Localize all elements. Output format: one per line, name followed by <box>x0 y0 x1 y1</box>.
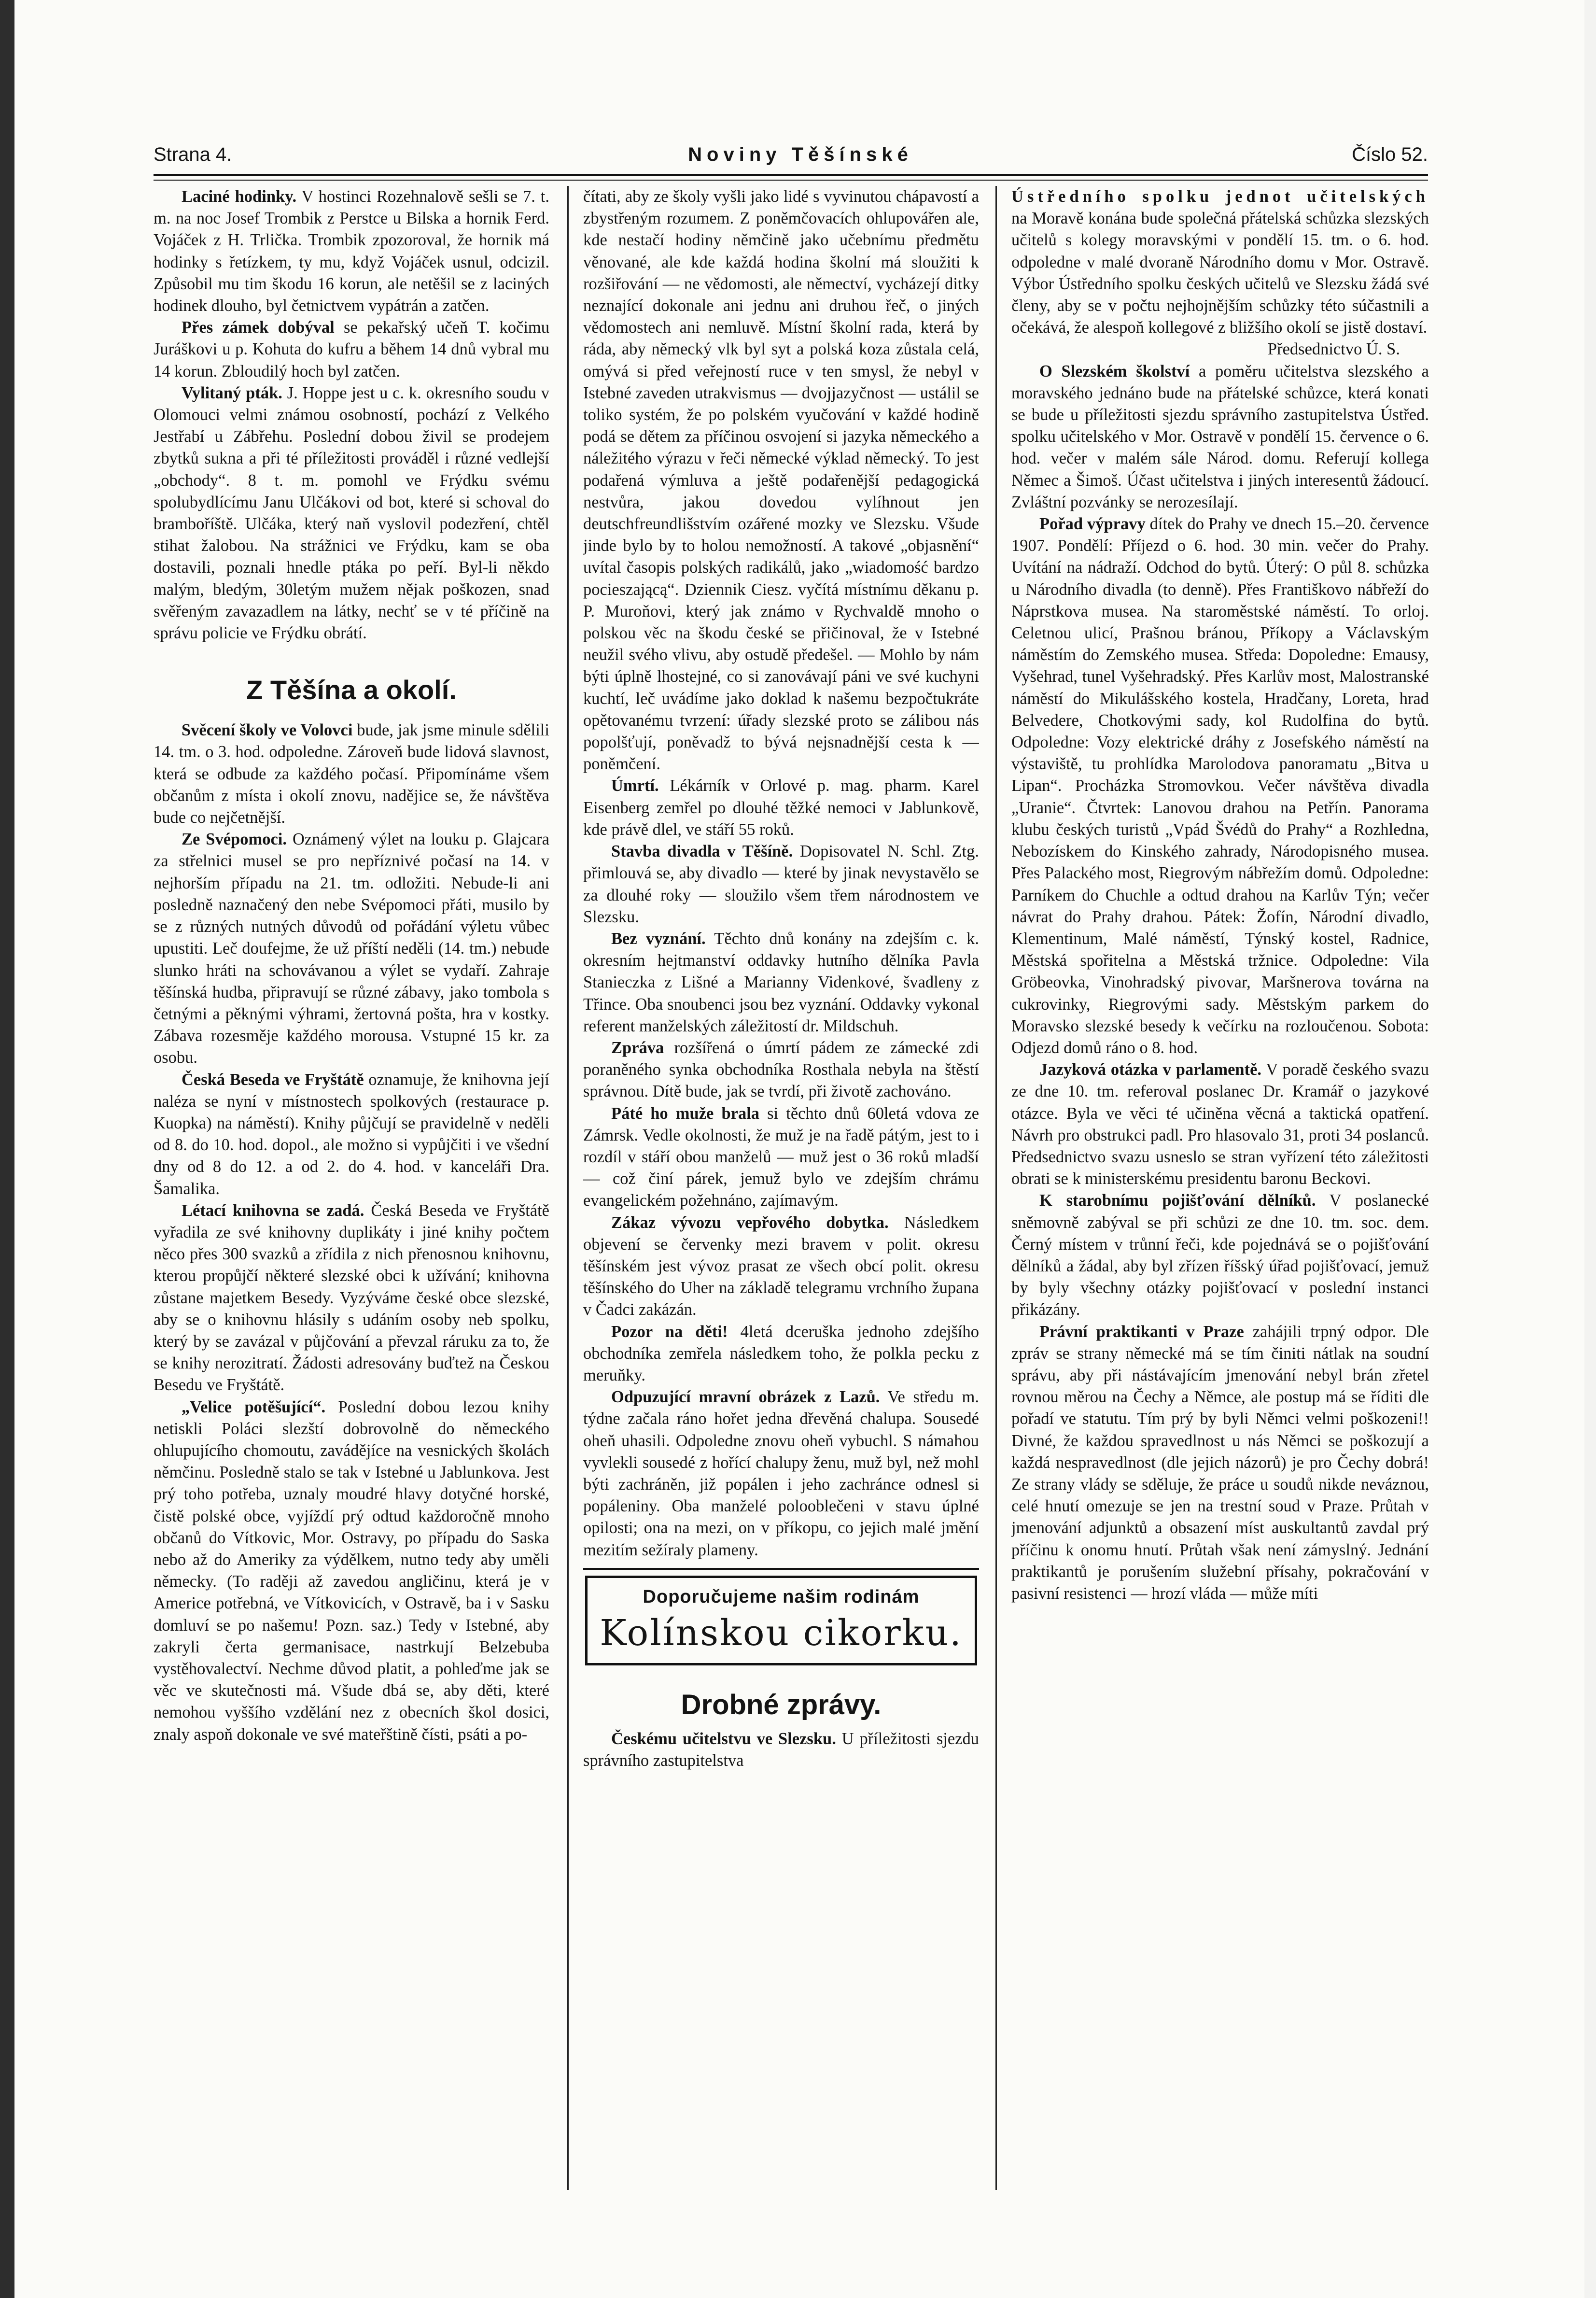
article-text: bude, jak jsme minule sdělili 14. tm. o 3. hod. odpoledne. Zároveň bude lidová slavnost, která se odbude za každého počasí. Připomínáme všem občanům z místa i okolí znovu, nadějice se, že návštěva bude co nejčetnější. <box>154 721 549 827</box>
article-letaci-knihovna <box>154 1200 549 1396</box>
article-text: a poměru učitelstva slezského a moravského jednáno bude na přátelské schůzce, která konati se bude u příležitosti sjezdu správního zastupitelstva Ústřed. spolku učitelského v Mor. Ostravě v pondělí 15. července o 6. hod. večer v malém sále Národ. domu. Referují kollega Němec a Šimoš. Účast učitelstva i jiných interesentů žádoucí. Zvláštní pozvánky se nerozesílají. <box>1011 362 1429 511</box>
article-heading: Páté ho muže brala <box>611 1104 760 1123</box>
issue-number: Číslo 52. <box>1352 144 1428 165</box>
section-heading-drobne: Drobné zprávy. <box>681 1689 882 1720</box>
article-text: zahájili trpný odpor. Dle zpráv se strany německé má se tím činiti nátlak na soudní správu, aby při nástávajícím jmenování nebyl brán zřetel rovnou měrou na Čechy a Němce, ale postup má se říditi dle pořadí ve statutu. Tím prý by byli Němci velmi poškozeni!! Divné, že každou spravedlnost u nás Němci se poškozují a každá nespravedlnost (dle jejich názorů) je pro Čechy dobrá! Ze strany vlády se sděluje, že práce u soudů nikde neváznou, celé hnutí omezuje se jen na trestní soud v Praze. Průtah v jmenování adjunktů a obsazení míst auskultantů zavdal prý příčinu k onomu hnutí. Průtah však není zámyslný. Jednání praktikantů je porušením služební přísahy, pokračování v pasivní resistenci — hrozí vláda — může míti <box>1011 1322 1429 1603</box>
article-lacine-hodinky <box>154 186 549 317</box>
article-text: oznamuje, že knihovna její naléza se nyní v místnostech spolkových (restaurace p. Kuopka) na náměstí). Knihy půjčují se pravidelně v neděli od 8. do 10. hod. dopol., ale možno si vypůjčiti i ve všední dny od 8 do 12. a od 2. do 4. hod. v kanceláři Dra. Šamalika. <box>154 1070 549 1198</box>
article-heading: Létací knihovna se zadá. <box>182 1201 364 1220</box>
ad-separator <box>583 1568 979 1570</box>
newspaper-title: Noviny Těšínské <box>688 144 913 165</box>
article-text: Česká Beseda ve Fryštátě vyřadila ze své knihovny duplikáty i jiné knihy počtem něco přes 300 svazků a zřídila z nich přenosnou knihovnu, kterou propůjčí některé slezské obci k užívání; knihovna zůstane majetkem Besedy. Vyzýváme české obce slezské, aby se o knihovnu hlásily s udáním osoby neb spolku, který by se zavázal v půjčování a převzal ráruku za to, že se knihy nerozitratí. Žádosti adresovány buďtež na Českou Besedu ve Fryštátě. <box>154 1201 549 1395</box>
article-umrti <box>583 775 979 841</box>
article-text: V hostinci Rozehnalově sešli se 7. t. m. na noc Josef Trombik z Perstce u Bilska a hornik Ferd. Vojáček z H. Trlička. Trombik zpozoroval, že hornik má hodinky s řetízkem, ty mu, když Vojáček usnul, odcizil. Způsobil mu tim škodu 16 korun, ale netěšil se z laciných hodinek dlouho, byl četnictvem vypátrán a zatčen. <box>154 187 549 315</box>
article-sveceni-skoly <box>154 719 549 829</box>
ad-product: Kolínskou cikorku. <box>600 1612 963 1654</box>
article-heading: O Slezském školství <box>1039 362 1190 381</box>
article-continuation <box>583 186 979 775</box>
article-heading: Odpuzující mravní obrázek z Lazů. <box>611 1388 880 1407</box>
article-heading: Česká Beseda ve Fryštátě <box>182 1070 364 1089</box>
article-vylitany-ptak <box>154 382 549 644</box>
article-ceskemu-ucitelstvu <box>583 1728 979 1772</box>
article-heading: Zpráva <box>611 1038 664 1057</box>
article-heading: Právní praktikanti v Praze <box>1039 1322 1244 1341</box>
article-bez-vyznani <box>583 928 979 1037</box>
article-text: si těchto dnů 60letá vdova ze Zámrsk. Vedle okolnosti, že muž je na řadě pátým, jest to i rozdíl v stáří obou manželů — muž jest o 36 roků mladší — což činí párek, jemuž bylo ve zdejším chrámu evangelickém požehnáno, zajímavým. <box>583 1104 979 1210</box>
article-spaced-text: Ústředního spolku jednot učitelských <box>1011 187 1429 206</box>
article-ze-svepomoci <box>154 829 549 1069</box>
article-heading: Vylitaný pták. <box>182 383 282 402</box>
article-heading: Pořad výpravy <box>1039 515 1146 534</box>
article-porad-vypravy <box>1011 513 1429 1059</box>
article-pres-zamek <box>154 317 549 382</box>
article-heading: Pozor na děti! <box>611 1322 728 1341</box>
article-zakaz-vyvozu <box>583 1212 979 1321</box>
header-rule <box>154 174 1428 176</box>
section-heading: Z Těšína a okolí. <box>246 675 457 705</box>
article-text: na Moravě konána bude společná přátelská schůzka slezských učitelů s kolegy moravskými v pondělí 15. tm. o 6. hod. odpoledne v malé dvoraně Národního domu v Mor. Ostravě. Výbor Ústředního spolku českých učitelů ve Slezsku žádá své členy, aby se v počtu nejhojnějším schůzky této súčastnili a očekává, že alespoň kollegové z bližšího okolí se jistě dostaví. <box>1011 209 1429 337</box>
article-starobni-pojistovani <box>1011 1190 1429 1321</box>
article-pateho-muze <box>583 1103 979 1212</box>
header-rule-thin <box>154 180 1428 181</box>
scan-edge-left <box>0 0 14 2298</box>
article-heading: Svěcení školy ve Volovci <box>182 721 353 740</box>
article-ceska-beseda <box>154 1069 549 1200</box>
page-number: Strana 4. <box>154 144 232 165</box>
article-text: Těchto dnů konány na zdejším c. k. okresním hejtmanství oddavky hutního dělníka Pavla Stanieczka z Lišné a Marianny Videnkové, švadleny z Třince. Oba snoubenci jsou bez vyznání. Oddavky vykonal referent manželských záležitostí dr. Mildschuh. <box>583 929 979 1035</box>
article-text: Dopisovatel N. Schl. Ztg. přimlouvá se, aby divadlo — které by jinak nevystavělo se za dlouhé roky — sloužilo všem třem národnostem ve Slezsku. <box>583 842 979 926</box>
article-text: Oznámený výlet na louku p. Glajcara za střelnici musel se pro nepříznivé počasí na 14. v nejhorším případu na 21. tm. odložiti. Nebude-li ani posledně naznačený den nebe Svépomoci přáti, musilo by se z různých nutných důvodů od pořádání výletu vůbec upustiti. Leč doufejme, že už příští neděli (14. tm.) nebude slunko hráti na schovávanou a výlet se vydaří. Zahraje těšínská hudba, připravují se různé zábavy, jako tombola s četnými a pěknými výhrami, žertovná pošta, hra v kostky. Zábava rozesměje každého morousa. Vstupné 15 kr. za osobu. <box>154 830 549 1067</box>
article-pozor-na-deti <box>583 1321 979 1387</box>
ad-headline: Doporučujeme našim rodinám <box>643 1586 920 1607</box>
article-text: se pekařský učeň T. kočimu Juráškovi u p. Kohuta do kufru a během 14 dnů vybral mu 14 korun. Zbloudilý hoch byl zatčen. <box>154 318 549 381</box>
article-heading: Přes zámek dobýval <box>182 318 335 337</box>
column-divider-2 <box>995 186 997 2190</box>
article-heading: Jazyková otázka v parlamentě. <box>1039 1060 1262 1079</box>
article-pravni-praktikanti <box>1011 1321 1429 1605</box>
article-text: Poslední dobou lezou knihy netiskli Poláci slezští dobrovolně do německého ohlupujícího chomoutu, zavádějíce na vesnických školách němčinu. Posledně stalo se tak v Istebné u Jablunkova. Jest prý toho potřeba, uznaly moudré hlavy dotyčné horské, čistě polské obce, vyjíždí prý odtud každoročně mnoho občanů do Vítkovic, Mor. Ostravy, po případu do Saska nebo až do Ameriky za výdělkem, nutno tedy aby uměli německy. (To raději až zavedou angličinu, která je v Americe potřebná, ve Vítkovicích, v Ostravě, ba i v Sasku domluví se po našemu! Pozn. saz.) Tedy v Istebné, aby zakryli čerta germanisace, nastrkují Belzebuba vystěhovalectví. Nechme důvod platit, a pohleďme jak se věc ve skutečnosti má. Všude dbá se, aby děti, které nemohou vyššího vzdělání nez z obecních škol dosici, znaly aspoň dokonale ve své mateřštině čísti, psáti a po- <box>154 1397 549 1744</box>
column-1 <box>154 186 549 2199</box>
article-heading: Zákaz vývozu vepřového dobytka. <box>611 1213 889 1232</box>
column-3 <box>1011 186 1429 2199</box>
advertisement-cikorka <box>585 1576 977 1665</box>
article-heading: Bez vyznání. <box>611 929 706 948</box>
article-stavba-divadla <box>583 841 979 928</box>
article-slezske-skolstvi <box>1011 361 1429 513</box>
article-heading: Úmrtí. <box>611 776 659 795</box>
article-text: J. Hoppe jest u c. k. okresního soudu v Olomouci velmi známou osobností, pochází z Velkého Jestřabí u Zábřehu. Poslední dobou živil se prodejem zbytků sukna a při té příležitosti prováděl i různé vedlejší „obchody“. 8 t. m. pomohl ve Frýdku svému spolubydlícímu Janu Ulčákovi od bot, které si schoval do bramboříště. Ulčáka, který naň vyslovil podezření, chtěl stihat žalobou. Na strážnici ve Frýdku, kam se oba dostavili, poznali hnedle ptáka po peří. Byl-li někdo malým, bledým, 30letým mužem nějak poškozen, snad svěřeným zavazadlem na látky, nechť se v té příčině na správu policie ve Frýdku obrátí. <box>154 383 549 643</box>
article-text: 4letá dceruška jednoho zdejšího obchodníka zemřela následkem toho, že polkla pecku z meruňky. <box>583 1322 979 1384</box>
article-text: čítati, aby ze školy vyšli jako lidé s vyvinutou chápavostí a zbystřeným rozumem. Z poněmčovacích ohlupovářen ale, kde nestačí hodiny němčině jako učebnímu předmětu věnované, ale kde každá hodina školní má sloužiti k rozšiřování — ne vědomosti, ale němectví, vycházejí ditky neznající dokonale ani jednu ani druhou řeč, o jiných vědomostech ani nemluvě. Místní školní rada, která by ráda, aby německý vlk byl syt a polská koza zůstala celá, omývá si před veřejností ruce v ten smysl, že nebyl v Istebné zaveden utrakvismus — dvojjazyčnost — ustálil se toliko systém, že po polském vyučování v každé hodině podá se dětem za příčinou osvojení si jazyka německého a náležitého výrazu v řeči německé výklad německý. To jest podařená výmluva a ještě podařenější pedagogická nestvůra, jakou dovedou vylíhnout jen deutschfreundlišstvím ozářené mozky ve Slezsku. Všude jinde bylo by to holou nemožností. A takové „objasnění“ uvítal časopis polských radikálů, jako „wiadomość bardzo pocieszającą“. Dziennik Ciesz. vyčítá místnímu děkanu p. P. Muroňovi, který jak známo v Rychvaldě mnoho o polskou věc na škodu české se přičinoval, že v Istebné neužil svého vlivu, aby ostudě předešel. — Mohlo by nám býti úplně lhostejné, co si zanovávají páni ve své kuchyni kuchtí, leč uvádíme jako doklad k našemu bezpočtukráte opětovanému tvrzení: úřady slezské proto se zálibou nás popolšťují, poněvadž to bývá nejsnadnější cesta k — poněmčení. <box>583 187 979 774</box>
column-2 <box>583 186 979 2199</box>
article-heading: Stavba divadla v Těšíně. <box>611 842 793 861</box>
article-text: U příležitosti sjezdu správního zastupitelstva <box>583 1729 979 1770</box>
article-text: Ve středu m. týdne začala ráno hořet jedna dřevěná chalupa. Sousedé oheň uhasili. Odpoledne znovu oheň vybuchl. S námahou vyvlekli sousedé z hořící chalupy ženu, muž byl, než mohl býti zachráněn, již popálen i jeho zachránce odnesl si popáleniny. Oba manželé polooblečeni v stavu úplné opilosti; ona na mezi, on v příkopu, co jejich malé jmění mezitím sežíraly plameny. <box>583 1388 979 1559</box>
article-text: rozšířená o úmrtí pádem ze zámecké zdi poraněného synka obchodníka Rosthala nebyla na štěstí správnou. Dítě bude, jak se tvrdí, při životě zachováno. <box>583 1038 979 1101</box>
article-mravni-obrazek <box>583 1386 979 1561</box>
article-jazykova-otazka <box>1011 1059 1429 1190</box>
article-zprava <box>583 1037 979 1103</box>
article-heading: „Velice potěšující“. <box>182 1397 326 1416</box>
column-divider-1 <box>567 186 569 2190</box>
article-text: Následkem objevení se červenky mezi bravem v polit. okresu těšínském jest vývoz prasat ze všech obcí polit. okresu těšínského do Uher na základě telegramu vrchního župana v Čadci zakázán. <box>583 1213 979 1319</box>
page-header <box>154 140 1428 174</box>
signature: Předsednictvo Ú. S. <box>1267 340 1400 359</box>
article-heading: K starobnímu pojišťování dělníků. <box>1039 1191 1316 1210</box>
article-heading: Laciné hodinky. <box>182 187 297 206</box>
article-text: Lékárník v Orlové p. mag. pharm. Karel Eisenberg zemřel po dlouhé těžké nemoci v Jablunkově, kde právě dlel, ve stáří 55 roků. <box>583 776 979 839</box>
article-text: V poradě českého svazu ze dne 10. tm. referoval poslanec Dr. Kramář o jazykové otázce. Byla ve věci té učiněna věcná a taktická opatření. Návrh pro obstrukci padl. Pro hlasovalo 31, proti 34 poslanců. Předsednictvo svazu usneslo se stran vyřízení této záležitosti obrati se k ministerskému presidentu baronu Beckovi. <box>1011 1060 1429 1188</box>
article-heading: Českému učitelstvu ve Slezsku. <box>611 1729 836 1748</box>
article-continuation-ustredni <box>1011 186 1429 338</box>
article-text: V poslanecké sněmovně zabýval se při schůzi ze dne 10. tm. soc. dem. Černý místem v trůnní řeči, kde pojednává se o pojišťování dělníků a žádal, aby byl zřízen říšský úřad pojišťovací, jemuž by byly všechny otázky pojišťovací v poslední instanci přikázány. <box>1011 1191 1429 1319</box>
article-velice-potesujici <box>154 1396 549 1746</box>
scan-edge-right <box>1584 0 1596 2298</box>
article-text: dítek do Prahy ve dnech 15.–20. července 1907. Pondělí: Příjezd o 6. hod. 30 min. večer do Prahy. Uvítání na nádraží. Odchod do bytů. Úterý: O půl 8. schůzka u Národního divadla (to denně). Přes Františkovo nábřeží do Náprstkova musea. Na staroměstské náměstí. To orloj. Celetnou ulicí, Prašnou bránou, Příkopy a Václavským náměstím do Zemského musea. Středa: Dopoledne: Emausy, Vyšehrad, tunel Vyšehradský. Přes Karlův most, Malostranské náměstí do Mikulášského kostela, Hradčany, Loreta, hrad Belvedere, Chotkovými sady, kol Rudolfina do bytů. Odpoledne: Vozy elektrické dráhy z Josefského náměstí na výstaviště, tu prohlídka Marolodova panoramatu „Bitva u Lipan“. Procházka Stromovkou. Večer návštěva divadla „Uranie“. Čtvrtek: Lanovou drahou na Petřín. Panorama klubu českých turistů „Vpád Švédů do Prahy“ a Rozhledna, Nebozískem do Kinského zahrady, Národopisného musea. Přes Palackého most, Riegrovým nábřežím domů. Odpoledne: Parníkem do Chuchle a odtud drahou na Karlův Týn; večer návrat do Prahy drahou. Pátek: Žofín, Národní divadlo, Klementinum, Malé náměstí, Týnský kostel, Radnice, Městská spořitelna a Městská tržnice. Odpoledne: Vila Gröbeovka, Vinohradský pivovar, Maršnerova továrna na cukrovinky, Riegrovými sady. Městským parkem do Moravsko slezské besedy k večírku na rozloučenou. Sobota: Odjezd domů ráno o 8. hod. <box>1011 515 1429 1057</box>
article-heading: Ze Svépomoci. <box>182 830 287 849</box>
